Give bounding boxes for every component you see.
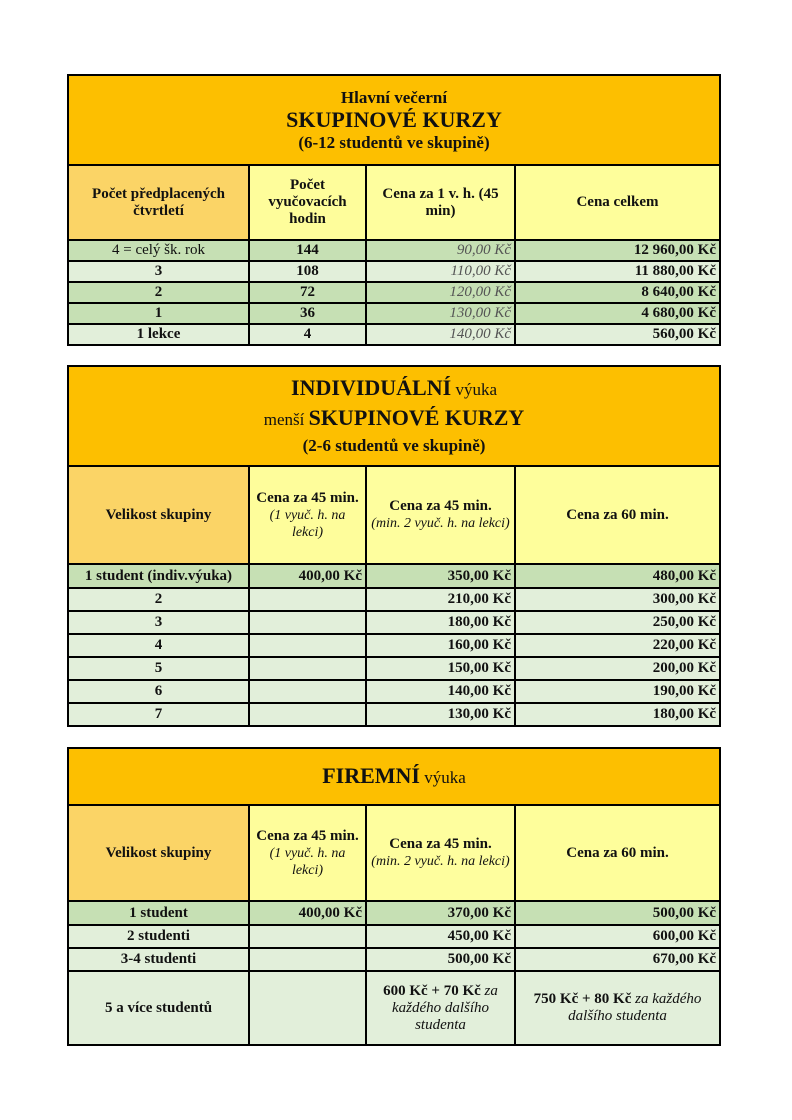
cell-price-60: 250,00 Kč bbox=[515, 611, 720, 634]
col-header-hours: Počet vyučovacích hodin bbox=[249, 165, 366, 240]
cell-price-45-single bbox=[249, 657, 366, 680]
cell-price-60: 500,00 Kč bbox=[515, 901, 720, 925]
cell-price-45-double: 130,00 Kč bbox=[366, 703, 515, 726]
cell-price-60: 600,00 Kč bbox=[515, 925, 720, 948]
individual-title-line1: INDIVIDUÁLNÍ výuka bbox=[291, 375, 497, 400]
cell-quarters: 4 = celý šk. rok bbox=[68, 240, 249, 261]
table-row bbox=[68, 901, 720, 925]
cell-group-size: 2 studenti bbox=[68, 925, 249, 948]
cell-total: 11 880,00 Kč bbox=[515, 261, 720, 282]
cell-hours: 72 bbox=[249, 282, 366, 303]
cell-price-45-double: 140,00 Kč bbox=[366, 680, 515, 703]
table-row bbox=[68, 971, 720, 1045]
cell-price-60: 190,00 Kč bbox=[515, 680, 720, 703]
individual-courses-table bbox=[67, 365, 721, 727]
col-header-price-45-single: Cena za 45 min. (1 vyuč. h. na lekci) bbox=[249, 466, 366, 564]
col-header-price-60: Cena za 60 min. bbox=[515, 466, 720, 564]
table-row bbox=[68, 564, 720, 588]
table-row bbox=[68, 634, 720, 657]
col-header-group-size: Velikost skupiny bbox=[68, 466, 249, 564]
cell-group-size: 1 student (indiv.výuka) bbox=[68, 564, 249, 588]
group-title-line1: Hlavní večerní bbox=[340, 88, 448, 107]
group-title-line2: SKUPINOVÉ KURZY bbox=[286, 107, 502, 132]
group-title bbox=[68, 75, 720, 165]
table-row bbox=[68, 680, 720, 703]
cell-price-45-single bbox=[249, 948, 366, 971]
cell-price-45-double: 450,00 Kč bbox=[366, 925, 515, 948]
cell-price-45-single bbox=[249, 611, 366, 634]
cell-price-60: 750 Kč + 80 Kč za každého dalšího studenta bbox=[515, 971, 720, 1045]
cell-price-45-single bbox=[249, 703, 366, 726]
table-row bbox=[68, 588, 720, 611]
table-row bbox=[68, 948, 720, 971]
cell-group-size: 7 bbox=[68, 703, 249, 726]
cell-total: 8 640,00 Kč bbox=[515, 282, 720, 303]
individual-title-line3: (2-6 studentů ve skupině) bbox=[302, 436, 486, 455]
col-header-price-45-double: Cena za 45 min. (min. 2 vyuč. h. na lekci) bbox=[366, 466, 515, 564]
table-row bbox=[68, 703, 720, 726]
cell-price-60: 180,00 Kč bbox=[515, 703, 720, 726]
col-header-total: Cena celkem bbox=[515, 165, 720, 240]
col-header-price-60: Cena za 60 min. bbox=[515, 805, 720, 901]
cell-price-60: 300,00 Kč bbox=[515, 588, 720, 611]
cell-price-45-single: 400,00 Kč bbox=[249, 564, 366, 588]
cell-hours: 4 bbox=[249, 324, 366, 345]
cell-price-45-double: 210,00 Kč bbox=[366, 588, 515, 611]
cell-price-per-hour: 130,00 Kč bbox=[366, 303, 515, 324]
table-row bbox=[68, 324, 720, 345]
cell-price-per-hour: 90,00 Kč bbox=[366, 240, 515, 261]
cell-price-45-double: 350,00 Kč bbox=[366, 564, 515, 588]
cell-price-per-hour: 110,00 Kč bbox=[366, 261, 515, 282]
table-row bbox=[68, 303, 720, 324]
cell-price-45-single bbox=[249, 971, 366, 1045]
cell-price-45-double: 500,00 Kč bbox=[366, 948, 515, 971]
cell-group-size: 1 student bbox=[68, 901, 249, 925]
cell-quarters: 1 lekce bbox=[68, 324, 249, 345]
cell-price-per-hour: 120,00 Kč bbox=[366, 282, 515, 303]
cell-group-size: 6 bbox=[68, 680, 249, 703]
cell-total: 560,00 Kč bbox=[515, 324, 720, 345]
cell-hours: 144 bbox=[249, 240, 366, 261]
cell-total: 4 680,00 Kč bbox=[515, 303, 720, 324]
individual-title-line2: menší SKUPINOVÉ KURZY bbox=[263, 405, 525, 430]
col-header-quarters: Počet předplacených čtvrtletí bbox=[68, 165, 249, 240]
cell-group-size: 4 bbox=[68, 634, 249, 657]
cell-hours: 36 bbox=[249, 303, 366, 324]
cell-quarters: 3 bbox=[68, 261, 249, 282]
cell-price-45-single bbox=[249, 925, 366, 948]
table-row bbox=[68, 925, 720, 948]
corporate-title bbox=[68, 748, 720, 805]
individual-title bbox=[68, 366, 720, 466]
col-header-price-per-hour: Cena za 1 v. h. (45 min) bbox=[366, 165, 515, 240]
table-row bbox=[68, 240, 720, 261]
cell-group-size: 2 bbox=[68, 588, 249, 611]
cell-price-45-double: 600 Kč + 70 Kč za každého dalšího studenta bbox=[366, 971, 515, 1045]
group-courses-table bbox=[67, 74, 721, 346]
cell-quarters: 2 bbox=[68, 282, 249, 303]
cell-group-size: 5 bbox=[68, 657, 249, 680]
cell-price-60: 670,00 Kč bbox=[515, 948, 720, 971]
cell-price-60: 200,00 Kč bbox=[515, 657, 720, 680]
cell-price-60: 480,00 Kč bbox=[515, 564, 720, 588]
table-row bbox=[68, 611, 720, 634]
table-row bbox=[68, 261, 720, 282]
group-title-line3: (6-12 studentů ve skupině) bbox=[298, 133, 490, 152]
cell-price-45-double: 150,00 Kč bbox=[366, 657, 515, 680]
cell-price-45-double: 180,00 Kč bbox=[366, 611, 515, 634]
cell-price-60: 220,00 Kč bbox=[515, 634, 720, 657]
cell-group-size: 3-4 studenti bbox=[68, 948, 249, 971]
col-header-price-45-single: Cena za 45 min. (1 vyuč. h. na lekci) bbox=[249, 805, 366, 901]
cell-price-45-double: 160,00 Kč bbox=[366, 634, 515, 657]
table-row bbox=[68, 282, 720, 303]
corporate-title-line: FIREMNÍ výuka bbox=[322, 762, 466, 788]
cell-group-size: 5 a více studentů bbox=[68, 971, 249, 1045]
col-header-price-45-double: Cena za 45 min. (min. 2 vyuč. h. na lekci) bbox=[366, 805, 515, 901]
cell-price-45-single bbox=[249, 680, 366, 703]
cell-group-size: 3 bbox=[68, 611, 249, 634]
cell-total: 12 960,00 Kč bbox=[515, 240, 720, 261]
cell-hours: 108 bbox=[249, 261, 366, 282]
cell-quarters: 1 bbox=[68, 303, 249, 324]
cell-price-45-double: 370,00 Kč bbox=[366, 901, 515, 925]
col-header-group-size: Velikost skupiny bbox=[68, 805, 249, 901]
cell-price-45-single: 400,00 Kč bbox=[249, 901, 366, 925]
cell-price-45-single bbox=[249, 588, 366, 611]
cell-price-per-hour: 140,00 Kč bbox=[366, 324, 515, 345]
corporate-courses-table bbox=[67, 747, 721, 1046]
cell-price-45-single bbox=[249, 634, 366, 657]
table-row bbox=[68, 657, 720, 680]
